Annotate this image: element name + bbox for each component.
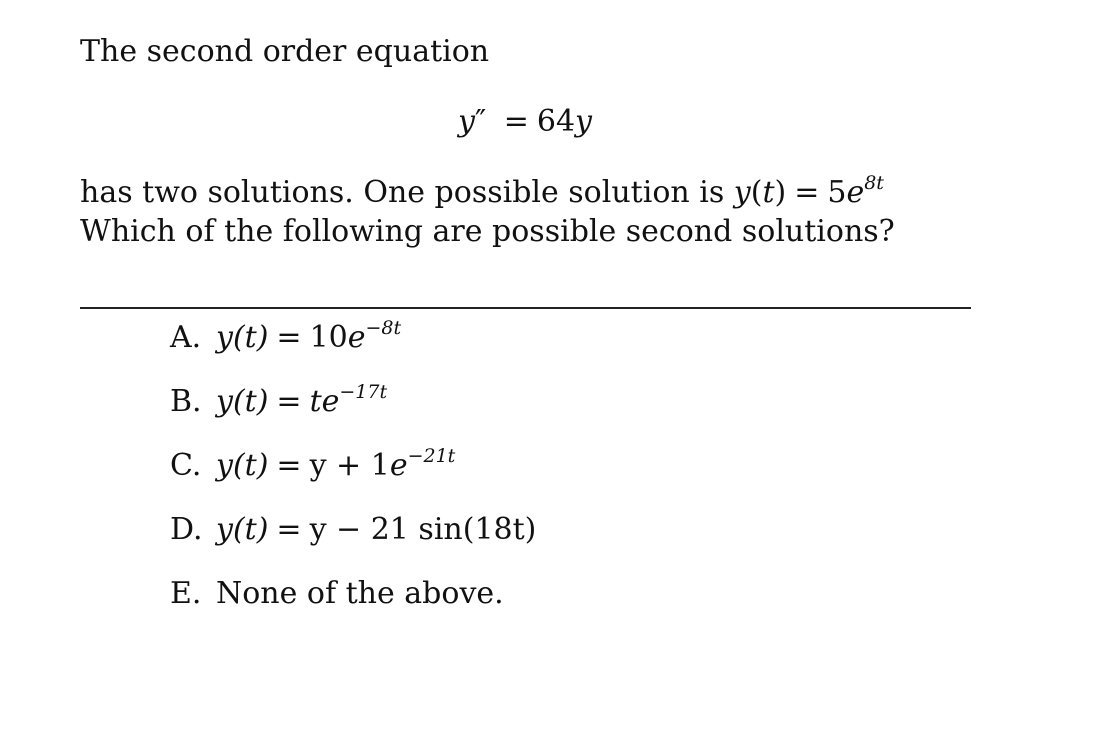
para-coef: 5 [827,175,847,210]
choice-exponent: −17t [339,381,388,403]
choice-base: e [321,384,340,419]
choice-letter: B. [170,384,202,419]
choice-rhs-prefix: y + 1 [309,448,390,483]
choice-exponent: −21t [407,445,456,467]
para-after-math: Which of the following are possible second solutions? [80,214,895,249]
choice-equals: = [276,320,302,355]
divider-rule [80,307,971,309]
choice-equals: = [276,384,302,419]
eq-lhs-var: y [458,104,475,139]
choice-c[interactable] [170,446,536,510]
para-fn: y [733,175,751,210]
intro-text: The second order equation [80,34,490,69]
choice-base: e [389,448,408,483]
choice-base: e [347,320,366,355]
choice-text: None of the above. [216,576,504,611]
choice-equals: = [276,512,302,547]
eq-rhs-var: y [575,104,592,139]
eq-equals: = [503,104,529,139]
choice-a[interactable] [170,318,536,382]
choice-rhs-prefix: 10 [309,320,348,355]
choice-letter: C. [170,448,202,483]
choice-equals: = [276,448,302,483]
para-base: e [846,175,865,210]
choice-d[interactable] [170,510,536,574]
choice-b[interactable] [170,382,536,446]
question-paragraph [80,173,980,251]
display-equation [0,104,1050,140]
eq-primes: ″ [474,104,487,139]
eq-coef: 64 [536,104,576,139]
para-arg-open: ( [750,175,763,210]
para-before-math: has two solutions. One possible solution is [80,175,734,210]
para-arg-close: ) [774,175,787,210]
choice-letter: E. [170,576,202,611]
choice-lhs: y(t) [216,512,269,547]
para-arg: t [762,175,775,210]
choice-lhs: y(t) [216,384,269,419]
choice-lhs: y(t) [216,320,269,355]
para-exponent: 8t [864,172,884,194]
choice-lhs: y(t) [216,448,269,483]
choice-letter: D. [170,512,203,547]
para-equals: = [794,175,820,210]
choice-rhs: y − 21 sin(18t) [309,512,537,547]
choice-exponent: −8t [365,317,402,339]
answer-choices [170,318,536,638]
choice-rhs-prefix: t [309,384,322,419]
choice-letter: A. [170,320,202,355]
choice-e[interactable] [170,574,536,638]
